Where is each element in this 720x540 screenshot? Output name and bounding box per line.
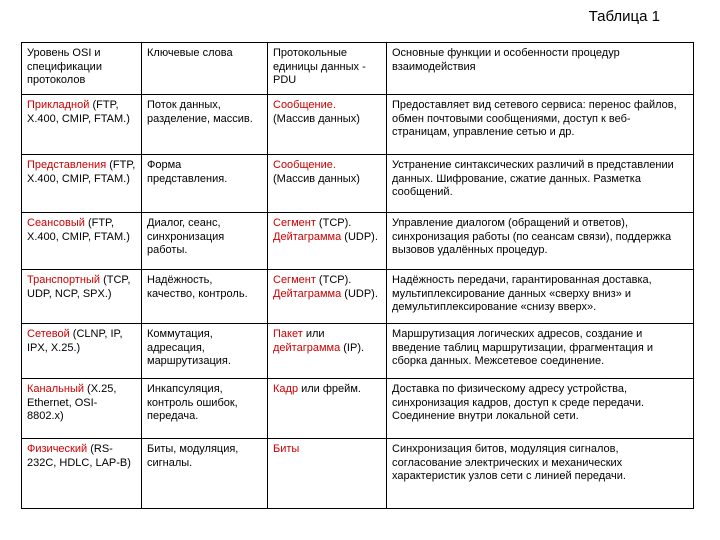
level-protocols: (CLNP, IP, IPX, X.25.) [27,328,123,354]
pdu-cell [268,213,387,270]
pdu-cell [268,324,387,379]
pdu-fragment: (TCP). [315,274,352,286]
level-cell [22,155,142,213]
pdu-fragment: Кадр [273,383,299,395]
pdu-fragment: или фрейм. [298,383,361,395]
pdu-fragment: (Массив данных) [273,172,360,185]
level-name: Сетевой [27,328,70,340]
header-level: Уровень OSI и спецификации протоколов [22,43,142,95]
functions-cell: Надёжность передачи, гарантированная доставка, мультиплексирование данных «сверху вниз» и демультиплексирование «снизу вверх». [387,270,694,324]
pdu-fragment: (UDP). [341,287,378,300]
header-functions: Основные функции и особенности процедур взаимодействия [387,43,694,95]
header-keywords: Ключевые слова [142,43,268,95]
functions-cell: Управление диалогом (обращений и ответов), синхронизация работы (по сеансам связи), поддержка вызовов удалённых процедур. [387,213,694,270]
pdu-fragment: (Массив данных) [273,112,360,125]
keywords-cell: Диалог, сеанс, синхронизация работы. [142,213,268,270]
level-cell [22,379,142,439]
level-name: Сеансовый [27,217,85,229]
level-protocols: (FTP, X.400, CMIP, FTAM.) [27,159,136,185]
pdu-cell [268,95,387,155]
pdu-cell [268,270,387,324]
pdu-fragment: Биты [273,443,300,455]
table-row [22,439,694,509]
table-caption: Таблица 1 [588,8,660,25]
header-pdu: Протокольные единицы данных - PDU [268,43,387,95]
level-cell [22,324,142,379]
pdu-fragment: Сообщение. [273,99,336,111]
level-cell [22,95,142,155]
level-protocols: (FTP, X.400, CMIP, FTAM.) [27,217,130,243]
table-row [22,155,694,213]
pdu-fragment: (UDP). [341,230,378,243]
osi-table [21,42,694,509]
pdu-fragment: Сегмент [273,217,316,229]
functions-cell: Синхронизация битов, модуляция сигналов, согласование электрических и механических характеристик узлов сети с линией передачи. [387,439,694,509]
keywords-cell: Поток данных, разделение, массив. [142,95,268,155]
keywords-cell: Инкапсуляция, контроль ошибок, передача. [142,379,268,439]
level-name: Прикладной [27,99,90,111]
level-name: Представления [27,159,107,171]
pdu-fragment: дейтаграмма [273,341,341,354]
pdu-fragment: Сегмент [273,274,316,286]
functions-cell: Устранение синтаксических различий в представлении данных. Шифрование, сжатие данных. Разметка сообщений. [387,155,694,213]
level-cell [22,439,142,509]
level-protocols: (TCP, UDP, NCP, SPX.) [27,274,131,300]
level-name: Транспортный [27,274,101,286]
header-row [22,43,694,95]
keywords-cell: Биты, модуляция, сигналы. [142,439,268,509]
level-protocols: (FTP, X.400, CMIP, FTAM.) [27,99,130,125]
pdu-fragment: (TCP). [315,217,352,229]
level-protocols: (RS-232C, HDLC, LAP-B) [27,443,131,469]
pdu-cell [268,439,387,509]
pdu-cell [268,155,387,213]
functions-cell: Маршрутизация логических адресов, создание и введение таблиц маршрутизации, фрагментация и сборка данных. Межсетевое соединение. [387,324,694,379]
table-row [22,95,694,155]
keywords-cell: Форма представления. [142,155,268,213]
functions-cell: Предоставляет вид сетевого сервиса: перенос файлов, обмен почтовыми сообщениями, доступ к веб-страницам, управление сетью и др. [387,95,694,155]
pdu-fragment: (IP). [340,341,365,354]
pdu-fragment: Сообщение. [273,159,336,171]
table-row [22,379,694,439]
keywords-cell: Надёжность, качество, контроль. [142,270,268,324]
level-cell [22,213,142,270]
pdu-fragment: или [302,328,325,340]
table-row [22,270,694,324]
pdu-fragment: Пакет [273,328,303,340]
keywords-cell: Коммутация, адресация, маршрутизация. [142,324,268,379]
pdu-fragment: Дейтаграмма [273,230,342,243]
level-name: Физический [27,443,88,455]
pdu-cell [268,379,387,439]
table-row [22,213,694,270]
level-name: Канальный [27,383,84,395]
level-protocols: (X.25, Ethernet, OSI- 8802.x) [27,383,117,422]
table-row [22,324,694,379]
pdu-fragment: Дейтаграмма [273,287,342,300]
level-cell [22,270,142,324]
functions-cell: Доставка по физическому адресу устройства, синхронизация кадров, доступ к среде передачи. Соединение внутри локальной сети. [387,379,694,439]
